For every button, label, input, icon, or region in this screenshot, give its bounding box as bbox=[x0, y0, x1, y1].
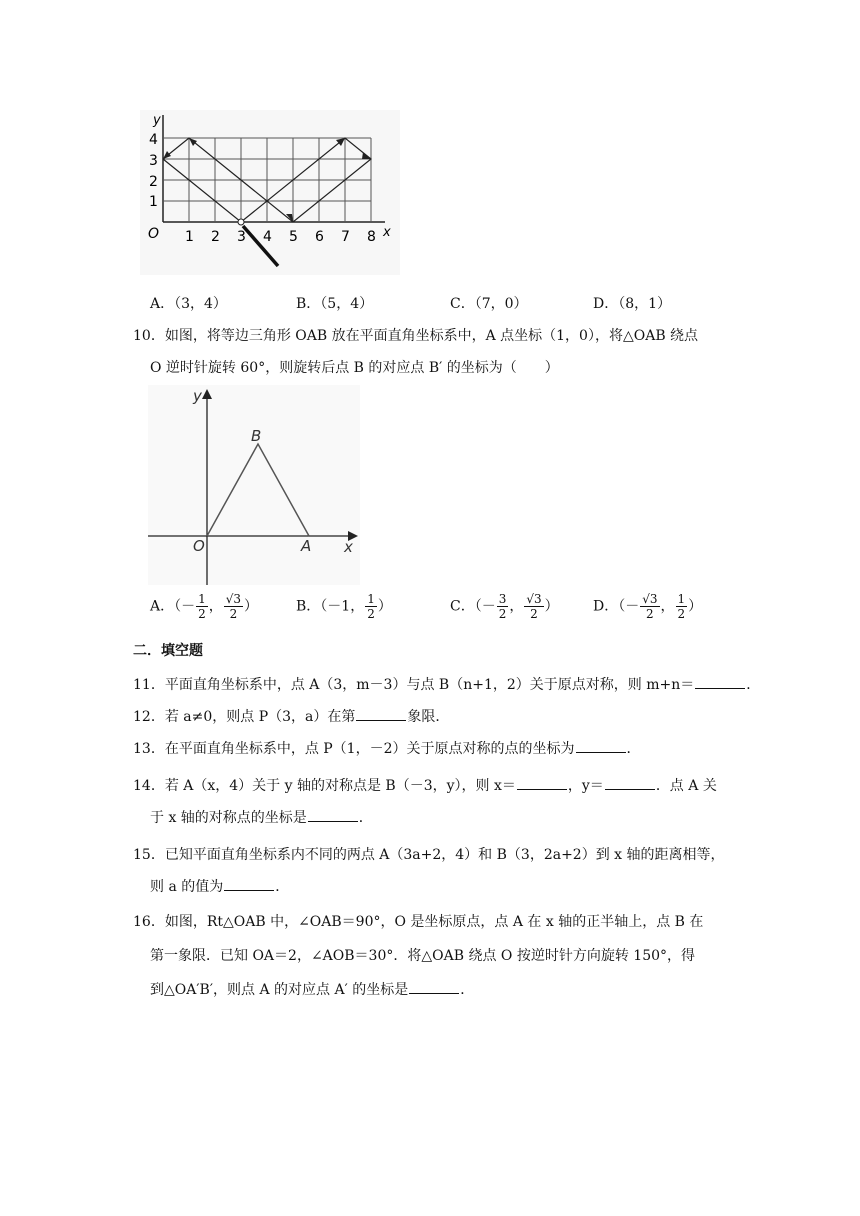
q15-line1: 15．已知平面直角坐标系内不同的两点 A（3a+2，4）和 B（3，2a+2）到 x 轴的距离相等， bbox=[133, 847, 725, 863]
q10-point-a-label: A bbox=[301, 537, 312, 555]
q10-stem-line2: O 逆时针旋转 60°，则旋转后点 B 的对应点 B′ 的坐标为（ ） bbox=[150, 360, 559, 376]
q9-ball bbox=[238, 219, 244, 225]
q9-option-a: A．（3，4） bbox=[150, 296, 227, 312]
q9-x-tick: 5 bbox=[289, 229, 298, 245]
q9-x-tick: 2 bbox=[211, 229, 220, 245]
q9-x-tick: 4 bbox=[263, 229, 272, 245]
answer-blank[interactable] bbox=[308, 809, 358, 822]
q10-option-c: C．（－ $\frac{3}{2}$ ， $\frac{√3}{2}$ ） bbox=[450, 592, 559, 621]
q9-option-b: B．（5，4） bbox=[296, 296, 374, 312]
q10-point-b-label: B bbox=[251, 427, 262, 445]
q12-line: 12．若 a≠0，则点 P（3，a）在第 象限． bbox=[133, 709, 450, 725]
answer-blank[interactable] bbox=[695, 676, 745, 689]
q9-origin-label: O bbox=[148, 226, 160, 242]
q10-x-label: x bbox=[344, 538, 353, 556]
q9-y-tick: 1 bbox=[149, 194, 158, 210]
q10-figure bbox=[148, 385, 360, 585]
q10-option-b: B．（－1， $\frac{1}{2}$ ） bbox=[296, 592, 392, 621]
q9-x-tick: 3 bbox=[237, 229, 246, 245]
q16-line1: 16．如图，Rt△OAB 中，∠OAB＝90°，O 是坐标原点，点 A 在 x 轴的正半轴上，点 B 在 bbox=[133, 914, 704, 930]
q13-line: 13．在平面直角坐标系中，点 P（1，－2）关于原点对称的点的坐标为 ． bbox=[133, 741, 641, 757]
q9-option-c: C．（7，0） bbox=[450, 296, 528, 312]
q10-y-label: y bbox=[193, 387, 202, 405]
q14-line2: 于 x 轴的对称点的坐标是 ． bbox=[150, 810, 373, 826]
q9-x-tick: 1 bbox=[185, 229, 194, 245]
answer-blank[interactable] bbox=[605, 777, 655, 790]
q16-line3: 到△OA′B′，则点 A 的对应点 A′ 的坐标是 ． bbox=[150, 982, 475, 998]
answer-blank[interactable] bbox=[517, 777, 567, 790]
q9-x-tick: 8 bbox=[367, 229, 376, 245]
answer-blank[interactable] bbox=[409, 981, 459, 994]
q9-x-label: x bbox=[383, 225, 391, 240]
q10-stem-line1: 10．如图，将等边三角形 OAB 放在平面直角坐标系中，A 点坐标（1，0），将△OAB 绕点 bbox=[133, 328, 699, 344]
q9-y-label: y bbox=[153, 113, 161, 128]
answer-blank[interactable] bbox=[356, 708, 406, 721]
answer-blank[interactable] bbox=[576, 740, 626, 753]
q9-y-tick: 2 bbox=[149, 174, 158, 190]
q10-origin-label: O bbox=[193, 537, 205, 555]
q11-line: 11．平面直角坐标系中，点 A（3，m－3）与点 B（n+1，2）关于原点对称，则 m+n＝ ． bbox=[133, 677, 761, 693]
q9-figure bbox=[140, 110, 400, 275]
q16-line2: 第一象限．已知 OA＝2，∠AOB＝30°．将△OAB 绕点 O 按逆时针方向旋转 150°，得 bbox=[150, 948, 696, 964]
q10-option-a: A．（－ $\frac{1}{2}$ ， $\frac{√3}{2}$ ） bbox=[150, 592, 259, 621]
answer-blank[interactable] bbox=[224, 878, 274, 891]
q9-y-tick: 4 bbox=[149, 132, 158, 148]
q9-y-tick: 3 bbox=[149, 153, 158, 169]
q15-line2: 则 a 的值为 ． bbox=[150, 879, 290, 895]
section-title: 二．填空题 bbox=[133, 643, 203, 659]
q9-x-tick: 6 bbox=[315, 229, 324, 245]
q10-option-d: D．（－ $\frac{√3}{2}$ ， $\frac{1}{2}$ ） bbox=[593, 592, 703, 621]
q9-x-tick: 7 bbox=[341, 229, 350, 245]
q14-line1: 14．若 A（x，4）关于 y 轴的对称点是 B（－3，y），则 x＝ ，y＝ ．点 A 关 bbox=[133, 778, 717, 794]
q9-option-d: D．（8，1） bbox=[593, 296, 672, 312]
